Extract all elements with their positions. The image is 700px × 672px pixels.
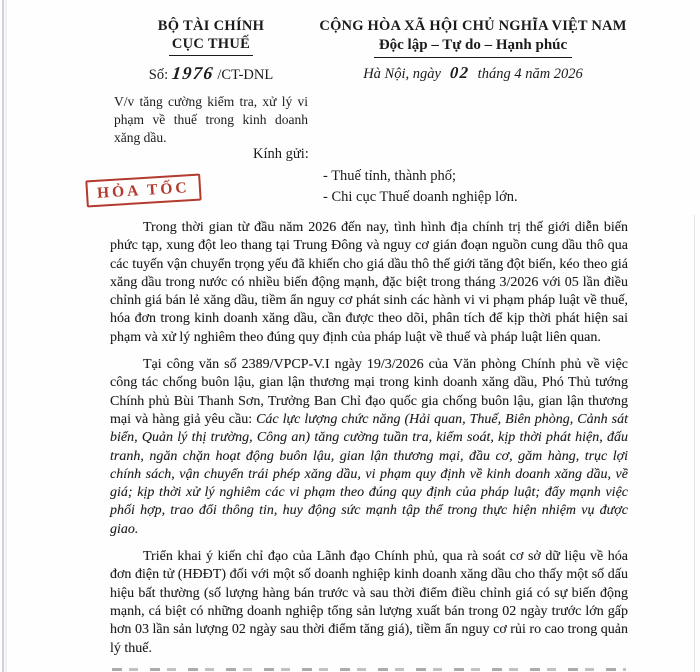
recipient-item: - Chi cục Thuế doanh nghiệp lớn. bbox=[323, 189, 518, 205]
org-name bbox=[100, 36, 322, 56]
body-paragraph-1: Trong thời gian từ đầu năm 2026 đến nay, tình hình địa chính trị thế giới diễn biến phức tạp, xung đột leo thang tại Trung Đông và nguy cơ gián đoạn nguồn cung dầu thô qua các tuyến vận chuyển trọng yếu đã khiến cho giá dầu thô thế giới tăng đột biến, kéo theo giá xăng dầu trong nước có nhiều biến động mạnh, đặc biệt trong tháng 3/2026 với 05 lần điều chỉnh giá bán lẻ xăng dầu, tiềm ẩn nguy cơ phát sinh các hành vi vi phạm pháp luật về thuế, hóa đơn trong kinh doanh xăng dầu, cần được theo dõi, phân tích để kịp thời phát hiện sai phạm và xử lý nghiêm theo đúng quy định của pháp luật về thuế và pháp luật liên quan. bbox=[110, 220, 628, 345]
salutation-block bbox=[253, 144, 518, 209]
urgent-stamp bbox=[85, 174, 201, 208]
scan-edge-left-artifact bbox=[2, 0, 4, 672]
body-paragraph-2-quote: Các lực lượng chức năng (Hải quan, Thuế, Biên phòng, Cảnh sát biển, Quản lý thị trường, Công an) tăng cường tuần tra, kiểm soát, kịp thời phát hiện, đấu tranh, ngăn chặn hoạt động buôn lậu, gian lận thương mại, đầu cơ, găm hàng, trục lợi chính sách, vận chuyển trái phép xăng dầu, vi phạm quy định về kinh doanh xăng dầu, về giá; kịp thời xử lý nghiêm các vi phạm theo đúng quy định của pháp luật; đẩy mạnh việc phối hợp, trao đổi thông tin, huy động sức mạnh tập thể trong thực hiện nhiệm vụ được giao. bbox=[110, 411, 628, 537]
org-name-text: CỤC THUẾ bbox=[169, 36, 253, 56]
urgent-stamp-label: HỎA TỐC bbox=[96, 179, 191, 202]
national-header-block bbox=[316, 18, 630, 83]
document-subject: V/v tăng cường kiểm tra, xử lý vi phạm về thuế trong kinh doanh xăng dầu. bbox=[114, 94, 308, 145]
recipient-item: - Thuế tỉnh, thành phố; bbox=[323, 167, 457, 184]
place-date-prefix: Hà Nội, ngày bbox=[363, 66, 441, 82]
place-date-suffix: tháng 4 năm 2026 bbox=[477, 66, 583, 82]
body-paragraph-3: Triển khai ý kiến chỉ đạo của Lãnh đạo Chính phủ, qua rà soát cơ sở dữ liệu về hóa đơn điện tử (HĐĐT) đối với một số doanh nghiệp kinh doanh xăng dầu cho thấy một số dấu hiệu bất thường (số lượng hàng bán trước và sau thời điểm điều chỉnh giá có sự biến động mạnh, cá biệt có những doanh nghiệp tổng sản lượng xuất bán trong 02 ngày trước lớn gấp hơn 03 lần sản lượng 02 ngày sau thời điểm tăng giá), tiềm ẩn nguy cơ rủi ro cao trong quản lý thuế. bbox=[110, 549, 628, 656]
document-number-label: Số: bbox=[148, 67, 169, 83]
date-day-handwritten: 02 bbox=[448, 63, 470, 82]
document-number-suffix: /CT-DNL bbox=[217, 67, 274, 83]
recipient-list bbox=[323, 166, 518, 209]
cutoff-next-line-artifact bbox=[112, 668, 626, 671]
document-number-handwritten: 1976 bbox=[170, 63, 215, 83]
national-title: CỘNG HÒA XÃ HỘI CHỦ NGHĨA VIỆT NAM bbox=[319, 18, 627, 34]
body-paragraph-2-normal: Tại công văn số 2389/VPCP-V.I ngày 19/3/2026 của Văn phòng Chính phủ về việc công tác chống buôn lậu, gian lận thương mại trong kinh doanh xăng dầu, Phó Thủ tướng Chính phủ Bùi Thanh Sơn, Trưởng Ban Chỉ đạo quốc gia chống buôn lậu, gian lận thương mại và hàng giả yêu cầu: bbox=[110, 357, 628, 427]
issuing-org-block bbox=[100, 18, 322, 147]
salutation-label: Kính gửi: bbox=[253, 146, 309, 162]
national-motto-text: Độc lập – Tự do – Hạnh phúc bbox=[374, 37, 572, 58]
parent-org-name: BỘ TÀI CHÍNH bbox=[157, 18, 265, 34]
document-body bbox=[110, 219, 628, 667]
body-paragraph-2 bbox=[110, 356, 628, 539]
place-and-date-line bbox=[316, 63, 630, 83]
scan-edge-right-artifact bbox=[694, 215, 695, 672]
document-number-line bbox=[100, 63, 322, 84]
national-motto bbox=[316, 37, 630, 58]
